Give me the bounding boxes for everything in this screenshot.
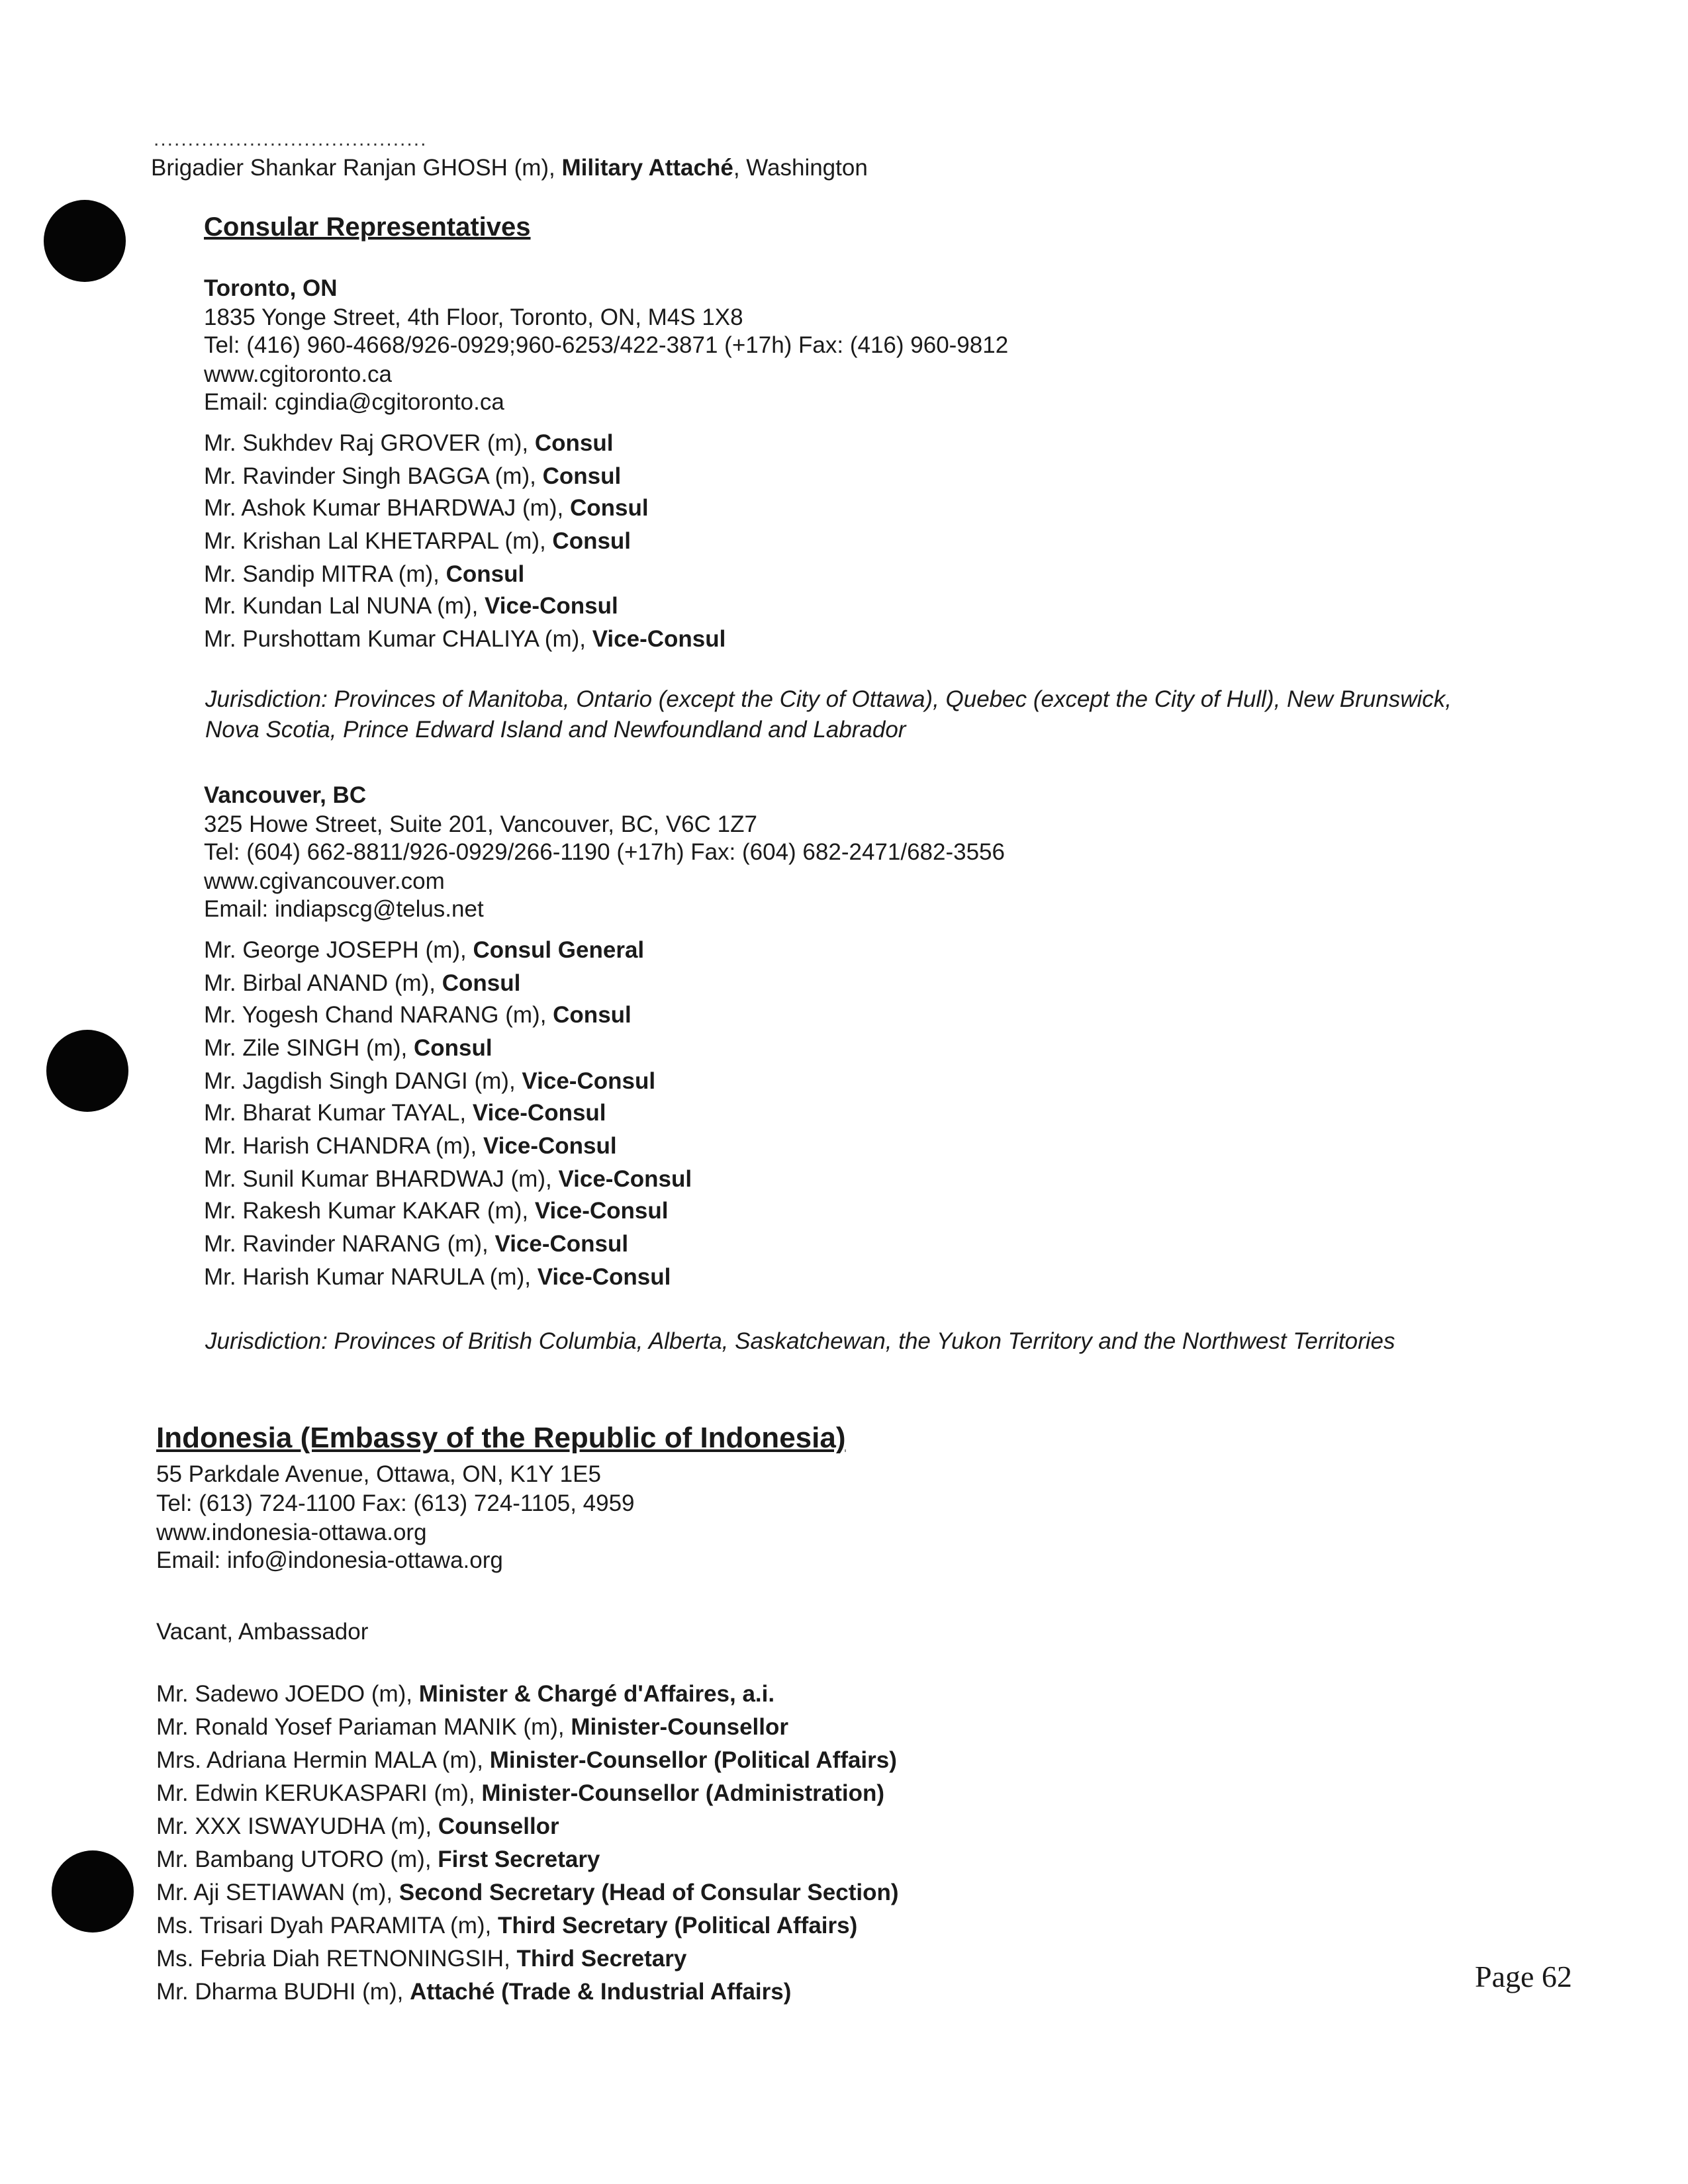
list-item: Mr. Harish Kumar NARULA (m), Vice-Consul	[204, 1264, 671, 1290]
indonesia-ambassador: Vacant, Ambassador	[156, 1619, 369, 1645]
vancouver-address: 325 Howe Street, Suite 201, Vancouver, BC, V6C 1Z7	[204, 811, 757, 837]
vancouver-tel: Tel: (604) 662-8811/926-0929/266-1190 (+17h) Fax: (604) 682-2471/682-3556	[204, 839, 1005, 865]
toronto-address: 1835 Yonge Street, 4th Floor, Toronto, ON, M4S 1X8	[204, 304, 743, 330]
list-item: Mr. Ravinder Singh BAGGA (m), Consul	[204, 463, 622, 489]
list-item: Ms. Febria Diah RETNONINGSIH, Third Secretary	[156, 1946, 687, 1972]
list-item: Mr. Bharat Kumar TAYAL, Vice-Consul	[204, 1100, 606, 1126]
page-number: Page 62	[1475, 1960, 1572, 1993]
staff-title: Military Attaché	[561, 155, 733, 181]
list-item: Mr. Sunil Kumar BHARDWAJ (m), Vice-Consul	[204, 1166, 692, 1192]
punch-hole-bottom	[52, 1850, 134, 1933]
staff-name: Brigadier Shankar Ranjan GHOSH (m),	[151, 155, 562, 181]
toronto-website[interactable]: www.cgitoronto.ca	[204, 361, 393, 387]
list-item: Mr. George JOSEPH (m), Consul General	[204, 937, 645, 963]
list-item: Mr. Bambang UTORO (m), First Secretary	[156, 1846, 600, 1872]
list-item: Mr. Sadewo JOEDO (m), Minister & Chargé d'Affaires, a.i.	[156, 1681, 775, 1707]
staff-location: , Washington	[733, 155, 868, 181]
list-item: Mr. Birbal ANAND (m), Consul	[204, 970, 521, 996]
toronto-tel: Tel: (416) 960-4668/926-0929;960-6253/422-3871 (+17h) Fax: (416) 960-9812	[204, 332, 1009, 358]
vancouver-jurisdiction: Jurisdiction: Provinces of British Columbia, Alberta, Saskatchewan, the Yukon Territory and the Northwest Territories	[205, 1328, 1395, 1354]
consular-heading: Consular Representatives	[204, 212, 531, 242]
list-item: Mr. Purshottam Kumar CHALIYA (m), Vice-Consul	[204, 626, 726, 652]
list-item: Ms. Trisari Dyah PARAMITA (m), Third Secretary (Political Affairs)	[156, 1913, 858, 1938]
list-item: Mr. Ravinder NARANG (m), Vice-Consul	[204, 1231, 629, 1257]
list-item: Mr. Edwin KERUKASPARI (m), Minister-Counsellor (Administration)	[156, 1780, 885, 1806]
list-item: Mr. Sukhdev Raj GROVER (m), Consul	[204, 430, 614, 456]
list-item: Mr. Jagdish Singh DANGI (m), Vice-Consul	[204, 1068, 656, 1094]
toronto-email[interactable]: Email: cgindia@cgitoronto.ca	[204, 389, 504, 415]
indonesia-website[interactable]: www.indonesia-ottawa.org	[156, 1520, 427, 1545]
list-item: Mr. Krishan Lal KHETARPAL (m), Consul	[204, 528, 632, 554]
indonesia-email[interactable]: Email: info@indonesia-ottawa.org	[156, 1547, 503, 1573]
toronto-city: Toronto, ON	[204, 275, 338, 301]
list-item: Mr. Dharma BUDHI (m), Attaché (Trade & Industrial Affairs)	[156, 1979, 792, 2005]
military-attache-line	[151, 154, 868, 183]
list-item: Mr. Zile SINGH (m), Consul	[204, 1035, 492, 1061]
punch-hole-top	[44, 200, 126, 282]
list-item: Mrs. Adriana Hermin MALA (m), Minister-Counsellor (Political Affairs)	[156, 1747, 897, 1773]
list-item: Mr. Ashok Kumar BHARDWAJ (m), Consul	[204, 495, 649, 521]
list-item: Mr. Kundan Lal NUNA (m), Vice-Consul	[204, 593, 618, 619]
list-item: Mr. Rakesh Kumar KAKAR (m), Vice-Consul	[204, 1198, 669, 1224]
toronto-jurisdiction: Jurisdiction: Provinces of Manitoba, Ontario (except the City of Ottawa), Quebec (except the City of Hull), New Brunswick, Nova Scotia, Prince Edward Island and Newfoundland and Labrador	[205, 686, 1452, 743]
list-item: Mr. Aji SETIAWAN (m), Second Secretary (Head of Consular Section)	[156, 1880, 899, 1905]
list-item: Mr. XXX ISWAYUDHA (m), Counsellor	[156, 1813, 559, 1839]
vancouver-email[interactable]: Email: indiapscg@telus.net	[204, 896, 484, 922]
punch-hole-middle	[46, 1030, 128, 1112]
vancouver-website[interactable]: www.cgivancouver.com	[204, 868, 445, 894]
list-item: Mr. Harish CHANDRA (m), Vice-Consul	[204, 1133, 617, 1159]
vancouver-city: Vancouver, BC	[204, 782, 367, 808]
list-item: Mr. Yogesh Chand NARANG (m), Consul	[204, 1002, 632, 1028]
list-item: Mr. Ronald Yosef Pariaman MANIK (m), Minister-Counsellor	[156, 1714, 788, 1740]
indonesia-tel: Tel: (613) 724-1100 Fax: (613) 724-1105, 4959	[156, 1490, 635, 1516]
list-item: Mr. Sandip MITRA (m), Consul	[204, 561, 525, 587]
separator-dots: ........................................	[154, 128, 428, 150]
indonesia-heading: Indonesia (Embassy of the Republic of Indonesia)	[156, 1422, 846, 1454]
indonesia-address: 55 Parkdale Avenue, Ottawa, ON, K1Y 1E5	[156, 1461, 601, 1487]
